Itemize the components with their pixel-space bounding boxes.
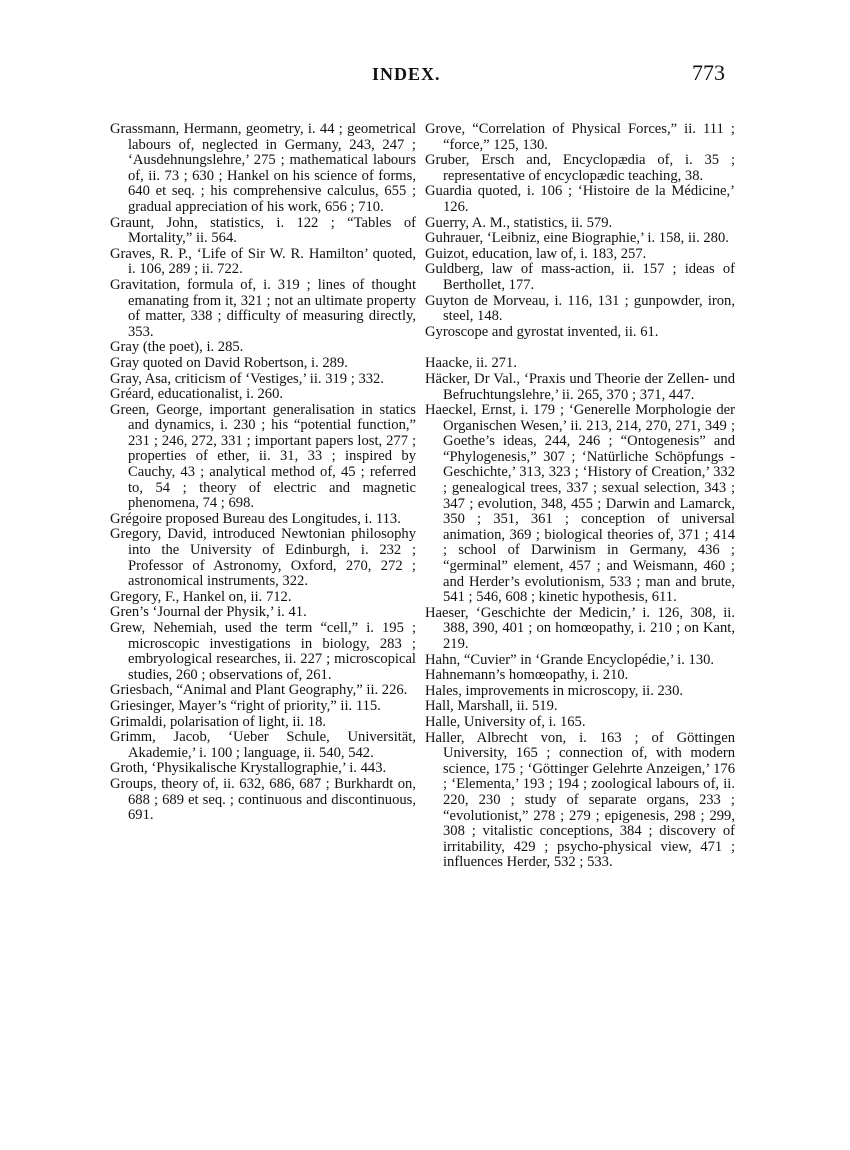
index-entry: Griesinger, Mayer’s “right of priority,” ii. 115. — [110, 697, 381, 714]
index-entry: Gréard, educationalist, i. 260. — [110, 386, 284, 403]
index-entry: Grimm, Jacob, ‘Ueber Schule, Universität, Akademie,’ i. 100 ; language, ii. 540, 542. — [110, 729, 416, 761]
index-entry: Grew, Nehemiah, used the term “cell,” i. 195 ; microscopic investigations in biology, 283 ; embryological researches, ii. 227 ; microscopical studies, 260 ; observations of, 261. — [110, 620, 416, 683]
index-entry: Guardia quoted, i. 106 ; ‘Histoire de la Médicine,’ 126. — [425, 183, 735, 215]
index-entry: Grove, “Correlation of Physical Forces,” ii. 111 ; “force,” 125, 130. — [425, 121, 735, 153]
index-entry: Graves, R. P., ‘Life of Sir W. R. Hamilton’ quoted, i. 106, 289 ; ii. 722. — [110, 245, 416, 278]
index-entry: Graunt, John, statistics, i. 122 ; “Tables of Mortality,” ii. 564. — [110, 214, 416, 247]
index-entry: Guyton de Morveau, i. 116, 131 ; gunpowder, iron, steel, 148. — [425, 292, 735, 325]
index-entry: Griesbach, “Animal and Plant Geography,” ii. 226. — [110, 682, 408, 699]
index-entry: Green, George, important generalisation in statics and dynamics, i. 230 ; his “potential function,” 231 ; 246, 272, 331 ; important papers lost, 277 ; properties of ether, ii. 31, 33 ; inspired by Cauchy, 43 ; analytical method of, 45 ; referred to, 54 ; theory of electric and magnetic phenomena, 74 ; 698. — [110, 401, 416, 512]
index-entry: Gravitation, formula of, i. 319 ; lines of thought emanating from it, 321 ; not an ultimate property of matter, 338 ; difficulty of measuring directly, 353. — [110, 276, 416, 340]
index-entry: Gyroscope and gyrostat invented, ii. 61. — [425, 323, 659, 340]
index-entry: Hahnemann’s homœopathy, i. 210. — [425, 667, 629, 684]
index-entry: Gray (the poet), i. 285. — [110, 339, 244, 356]
index-entry: Haller, Albrecht von, i. 163 ; of Göttingen University, 165 ; connection of, with modern science, 175 ; ‘Göttinger Gelehrte Anzeigen,’ 176 ; ‘Elementa,’ 193 ; 194 ; zoological labours of, ii. 220, 230 ; study of separate organs, 233 ; “evolutionist,” 278 ; 279 ; epigenesis, 298 ; 299, 308 ; vitalistic conceptions, 384 ; discovery of irritability, 429 ; psycho-physical view, 471 ; influences Herder, 532 ; 533. — [425, 729, 735, 871]
index-entry: Hall, Marshall, ii. 519. — [425, 698, 558, 715]
page-number: 773 — [692, 60, 725, 85]
index-entry: Guhrauer, ‘Leibniz, eine Biographie,’ i. 158, ii. 280. — [425, 230, 729, 247]
index-entry: Grégoire proposed Bureau des Longitudes, i. 113. — [110, 510, 401, 527]
index-entry: Grimaldi, polarisation of light, ii. 18. — [110, 713, 327, 730]
index-entry: Gregory, F., Hankel on, ii. 712. — [110, 588, 292, 605]
index-group-h — [425, 356, 735, 871]
index-entry: Haeckel, Ernst, i. 179 ; ‘Generelle Morphologie der Organischen Wesen,’ ii. 213, 214, 270, 271, 349 ; Goethe’s ideas, 244, 246 ; “Ontogenesis” and “Phylogenesis,” 307 ; ‘Natürliche Schöpfungs - Geschichte,’ 313, 323 ; ‘History of Creation,’ 332 ; genealogical trees, 337 ; sexual selection, 343 ; 347 ; evolution, 348, 455 ; Darwin and Lamarck, 350 ; 351, 361 ; conception of universal animation, 369 ; biological theories of, 371 ; 414 ; school of Darwinism in Germany, 436 ; “germinal” element, 457 ; and Weismann, 460 ; and Herder’s evolutionism, 533 ; man and brute, 541 ; 546, 608 ; kinetic hypothesis, 611. — [425, 402, 735, 606]
index-entry: Häcker, Dr Val., ‘Praxis und Theorie der Zellen- und Befruchtungslehre,’ ii. 265, 370 ; 371, 447. — [425, 370, 735, 403]
index-entry: Guldberg, law of mass-action, ii. 157 ; ideas of Berthollet, 177. — [425, 261, 735, 293]
index-entry: Hales, improvements in microscopy, ii. 230. — [425, 682, 684, 699]
index-entry: Gren’s ‘Journal der Physik,’ i. 41. — [110, 604, 307, 621]
index-group-g — [425, 122, 735, 340]
letter-group-gap — [425, 340, 735, 356]
index-entry: Gray quoted on David Robertson, i. 289. — [110, 354, 348, 371]
index-entry: Grassmann, Hermann, geometry, i. 44 ; geometrical labours of, neglected in Germany, 243, 247 ; ‘Ausdehnungslehre,’ 275 ; mathematical labours of, ii. 73 ; 630 ; Hankel on his science of forms, 640 et seq. ; his comprehensive calculus, 655 ; gradual appreciation of his work, 656 ; 710. — [110, 121, 416, 215]
index-entry: Haeser, ‘Geschichte der Medicin,’ i. 126, 308, ii. 388, 390, 401 ; on homœopathy, i. 210 ; on Kant, 219. — [425, 604, 735, 652]
index-entry: Groups, theory of, ii. 632, 686, 687 ; Burkhardt on, 688 ; 689 et seq. ; continuous and discontinuous, 691. — [110, 775, 416, 824]
index-entry: Hahn, “Cuvier” in ‘Grande Encyclopédie,’ i. 130. — [425, 651, 715, 668]
page-header — [0, 60, 850, 86]
index-entry: Halle, University of, i. 165. — [425, 713, 586, 730]
index-entry: Guerry, A. M., statistics, ii. 579. — [425, 214, 613, 231]
index-column-right — [425, 122, 735, 871]
page-title: INDEX. — [372, 64, 441, 84]
index-entry: Groth, ‘Physikalische Krystallographie,’ i. 443. — [110, 760, 387, 777]
index-entry: Gray, Asa, criticism of ‘Vestiges,’ ii. 319 ; 332. — [110, 370, 384, 387]
index-entry: Gruber, Ersch and, Encyclopædia of, i. 35 ; representative of encyclopædic teaching, 38. — [425, 152, 735, 184]
index-column-left — [110, 122, 416, 824]
index-entry: Guizot, education, law of, i. 183, 257. — [425, 245, 647, 262]
index-entry: Haacke, ii. 271. — [425, 355, 517, 372]
index-entry: Gregory, David, introduced Newtonian philosophy into the University of Edinburgh, i. 232 ; Professor of Astronomy, Oxford, 270, 272 ; astronomical instruments, 322. — [110, 526, 416, 590]
